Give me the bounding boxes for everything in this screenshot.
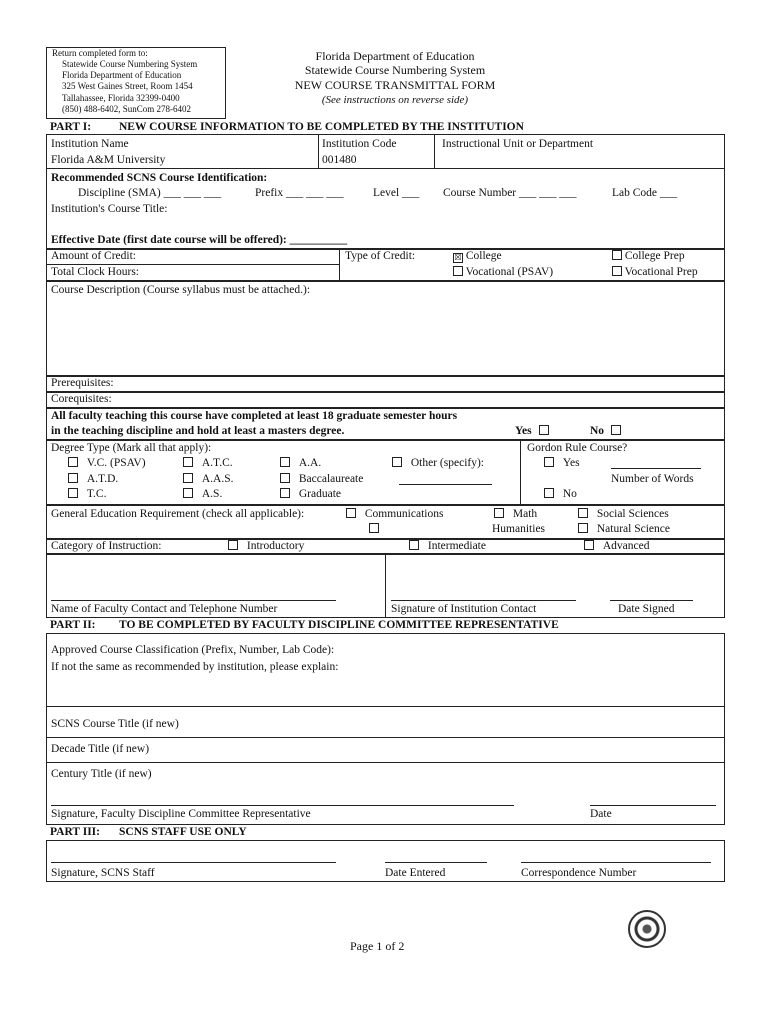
degree-aas-option[interactable] (183, 473, 234, 486)
checkbox-icon[interactable] (392, 457, 402, 467)
date-signed-line[interactable] (610, 600, 693, 601)
checkbox-icon[interactable] (68, 473, 78, 483)
return-line: Florida Department of Education (62, 70, 182, 80)
course-title-label: Institution's Course Title: (51, 203, 168, 215)
correspondence-label: Correspondence Number (521, 867, 637, 879)
degree-grad-option[interactable] (280, 488, 341, 501)
institution-name-label: Institution Name (51, 138, 129, 150)
page-number: Page 1 of 2 (350, 939, 405, 953)
checkbox-icon[interactable] (544, 457, 554, 467)
faculty-no-label: No (590, 425, 605, 437)
effective-date-field[interactable]: Effective Date (first date course will be offered): __________ (51, 234, 348, 246)
checkbox-icon[interactable] (280, 488, 290, 498)
degree-other-label: Other (specify): (410, 457, 484, 469)
institution-name-value[interactable]: Florida A&M University (51, 154, 166, 166)
return-line: Statewide Course Numbering System (62, 59, 198, 69)
degree-atd-option[interactable] (68, 473, 118, 486)
checkbox-icon[interactable] (453, 266, 463, 276)
institution-signature-line[interactable] (391, 600, 576, 601)
level-field[interactable]: Level ___ (373, 187, 420, 199)
part3-title: SCNS STAFF USE ONLY (119, 826, 247, 838)
recommended-label: Recommended SCNS Course Identification: (51, 172, 268, 184)
cat-adv-label: Advanced (602, 540, 650, 552)
checkbox-icon[interactable] (544, 488, 554, 498)
checkbox-icon[interactable] (578, 508, 588, 518)
checkbox-icon[interactable] (584, 540, 594, 550)
credit-college-prep-label: College Prep (624, 250, 685, 262)
institution-code-value[interactable]: 001480 (322, 154, 357, 166)
cat-intro-label: Introductory (246, 540, 305, 552)
checkbox-icon[interactable] (369, 523, 379, 533)
gen-ed-label: General Education Requirement (check all applicable): (51, 508, 305, 520)
faculty-statement-line2: in the teaching discipline and hold at least a masters degree. (51, 425, 345, 437)
date-entered-line[interactable] (385, 862, 487, 863)
checkbox-icon[interactable] (228, 540, 238, 550)
prerequisites-label: Prerequisites: (51, 377, 114, 389)
return-line: 325 West Gaines Street, Room 1454 (62, 81, 193, 91)
ge-math-label: Math (512, 508, 538, 520)
checkbox-icon[interactable] (183, 473, 193, 483)
credit-college-label: College (465, 250, 502, 262)
credit-vocational-label: Vocational (PSAV) (465, 266, 554, 278)
return-title: Return completed form to: (52, 48, 148, 58)
ge-comm-option[interactable] (346, 508, 443, 521)
degree-other-option[interactable] (392, 457, 484, 470)
degree-type-label: Degree Type (Mark all that apply): (51, 442, 212, 454)
fdc-date-label: Date (590, 808, 612, 820)
decade-title-label[interactable]: Decade Title (if new) (51, 743, 150, 755)
degree-aas-label: A.A.S. (201, 473, 234, 485)
ge-social-option[interactable] (578, 508, 669, 521)
amount-credit-label[interactable]: Amount of Credit: (51, 250, 136, 262)
ge-natural-label: Natural Science (596, 523, 670, 535)
checked-checkbox-icon[interactable]: ☒ (454, 253, 462, 262)
faculty-no-option[interactable] (590, 425, 621, 438)
corequisites-label: Corequisites: (51, 393, 112, 405)
date-entered-label: Date Entered (385, 867, 446, 879)
checkbox-icon[interactable] (68, 457, 78, 467)
checkbox-icon[interactable] (409, 540, 419, 550)
checkbox-icon[interactable] (612, 266, 622, 276)
gordon-rule-label: Gordon Rule Course? (527, 442, 628, 454)
degree-atc-option[interactable] (183, 457, 233, 470)
credit-vocational-option[interactable] (453, 266, 553, 279)
degree-tc-label: T.C. (86, 488, 107, 500)
part1-title: NEW COURSE INFORMATION TO BE COMPLETED BY THE INSTITUTION (119, 121, 524, 133)
cat-intro-option[interactable] (228, 540, 304, 553)
fdc-date-line[interactable] (590, 805, 716, 806)
gordon-yes-label: Yes (562, 457, 580, 469)
credit-vocational-prep-label: Vocational Prep (624, 266, 698, 278)
degree-as-option[interactable] (183, 488, 222, 501)
credit-college-option[interactable] (453, 250, 502, 263)
part2-title: TO BE COMPLETED BY FACULTY DISCIPLINE COMMITTEE REPRESENTATIVE (119, 619, 559, 631)
faculty-contact-label: Name of Faculty Contact and Telephone Number (51, 603, 278, 615)
type-of-credit-label: Type of Credit: (345, 250, 416, 262)
ge-math-option[interactable] (494, 508, 537, 521)
checkbox-icon[interactable] (280, 457, 290, 467)
credit-vocational-prep-option[interactable] (612, 266, 698, 279)
faculty-yes-label: Yes (515, 425, 532, 437)
institution-code-label: Institution Code (322, 138, 397, 150)
checkbox-icon[interactable] (612, 250, 622, 260)
ge-natural-option[interactable] (578, 523, 670, 536)
approved-classification-label[interactable]: Approved Course Classification (Prefix, Number, Lab Code): (51, 644, 335, 656)
part2-label: PART II: (50, 619, 96, 631)
header-system: Statewide Course Numbering System (304, 63, 486, 77)
florida-state-seal-icon (628, 910, 666, 948)
ge-comm-label: Communications (364, 508, 444, 520)
checkbox-icon[interactable] (539, 425, 549, 435)
course-description-label: Course Description (Course syllabus must be attached.): (51, 284, 311, 296)
checkbox-icon[interactable] (611, 425, 621, 435)
degree-bacc-label: Baccalaureate (298, 473, 364, 485)
cat-inter-label: Intermediate (427, 540, 486, 552)
course-number-field[interactable]: Course Number ___ ___ ___ (443, 187, 577, 199)
cat-adv-option[interactable] (584, 540, 650, 553)
institution-signature-label: Signature of Institution Contact (391, 603, 537, 615)
degree-aa-option[interactable] (280, 457, 321, 470)
total-clock-label[interactable]: Total Clock Hours: (51, 266, 139, 278)
faculty-statement-line1: All faculty teaching this course have completed at least 18 graduate semester hours (51, 410, 458, 422)
degree-tc-option[interactable] (68, 488, 106, 501)
part1-label: PART I: (50, 121, 92, 133)
faculty-contact-line[interactable] (51, 600, 336, 601)
gordon-no-option[interactable] (544, 488, 577, 501)
part3-label: PART III: (50, 826, 100, 838)
degree-atc-label: A.T.C. (201, 457, 233, 469)
scns-course-title-label[interactable]: SCNS Course Title (if new) (51, 718, 179, 730)
header-agency: Florida Department of Education (315, 49, 475, 63)
fdc-signature-label: Signature, Faculty Discipline Committee Representative (51, 808, 311, 820)
checkbox-icon[interactable] (280, 473, 290, 483)
number-of-words-input[interactable] (611, 458, 701, 469)
checkbox-icon[interactable] (183, 457, 193, 467)
correspondence-line[interactable] (521, 862, 711, 863)
checkbox-icon[interactable] (346, 508, 356, 518)
prefix-field[interactable]: Prefix ___ ___ ___ (255, 187, 344, 199)
category-label: Category of Instruction: (51, 540, 162, 552)
return-line: Tallahassee, Florida 32399-0400 (62, 93, 180, 103)
staff-signature-line[interactable] (51, 862, 336, 863)
ge-social-label: Social Sciences (596, 508, 669, 520)
degree-atd-label: A.T.D. (86, 473, 119, 485)
credit-college-prep-option[interactable] (612, 250, 685, 263)
degree-other-input[interactable] (399, 474, 492, 485)
checkbox-icon[interactable] (68, 488, 78, 498)
gordon-yes-option[interactable] (544, 457, 580, 470)
explain-label[interactable]: If not the same as recommended by institution, please explain: (51, 661, 339, 673)
checkbox-icon[interactable] (183, 488, 193, 498)
degree-vc-option[interactable] (68, 457, 146, 470)
century-title-label[interactable]: Century Title (if new) (51, 768, 152, 780)
gordon-no-label: No (562, 488, 577, 500)
date-signed-label: Date Signed (618, 603, 675, 615)
discipline-field[interactable]: Discipline (SMA) ___ ___ ___ (78, 187, 222, 199)
fdc-signature-line[interactable] (51, 805, 514, 806)
header-instructions: (See instructions on reverse side) (321, 94, 469, 106)
cat-inter-option[interactable] (409, 540, 486, 553)
staff-signature-label: Signature, SCNS Staff (51, 867, 155, 879)
return-line: (850) 488-6402, SunCom 278-6402 (62, 104, 191, 114)
degree-aa-label: A.A. (298, 457, 322, 469)
degree-vc-label: V.C. (PSAV) (86, 457, 146, 469)
checkbox-icon[interactable] (494, 508, 504, 518)
degree-grad-label: Graduate (298, 488, 342, 500)
ge-hum-label: Humanities (492, 523, 546, 535)
ge-hum-checkbox[interactable] (369, 523, 379, 536)
checkbox-icon[interactable] (578, 523, 588, 533)
number-of-words-label: Number of Words (611, 473, 694, 485)
instructional-unit-label: Instructional Unit or Department (442, 138, 594, 150)
degree-bacc-option[interactable] (280, 473, 363, 486)
faculty-yes-option[interactable] (515, 425, 549, 438)
degree-as-label: A.S. (201, 488, 223, 500)
form-title: NEW COURSE TRANSMITTAL FORM (294, 78, 496, 92)
lab-code-field[interactable]: Lab Code ___ (612, 187, 678, 199)
